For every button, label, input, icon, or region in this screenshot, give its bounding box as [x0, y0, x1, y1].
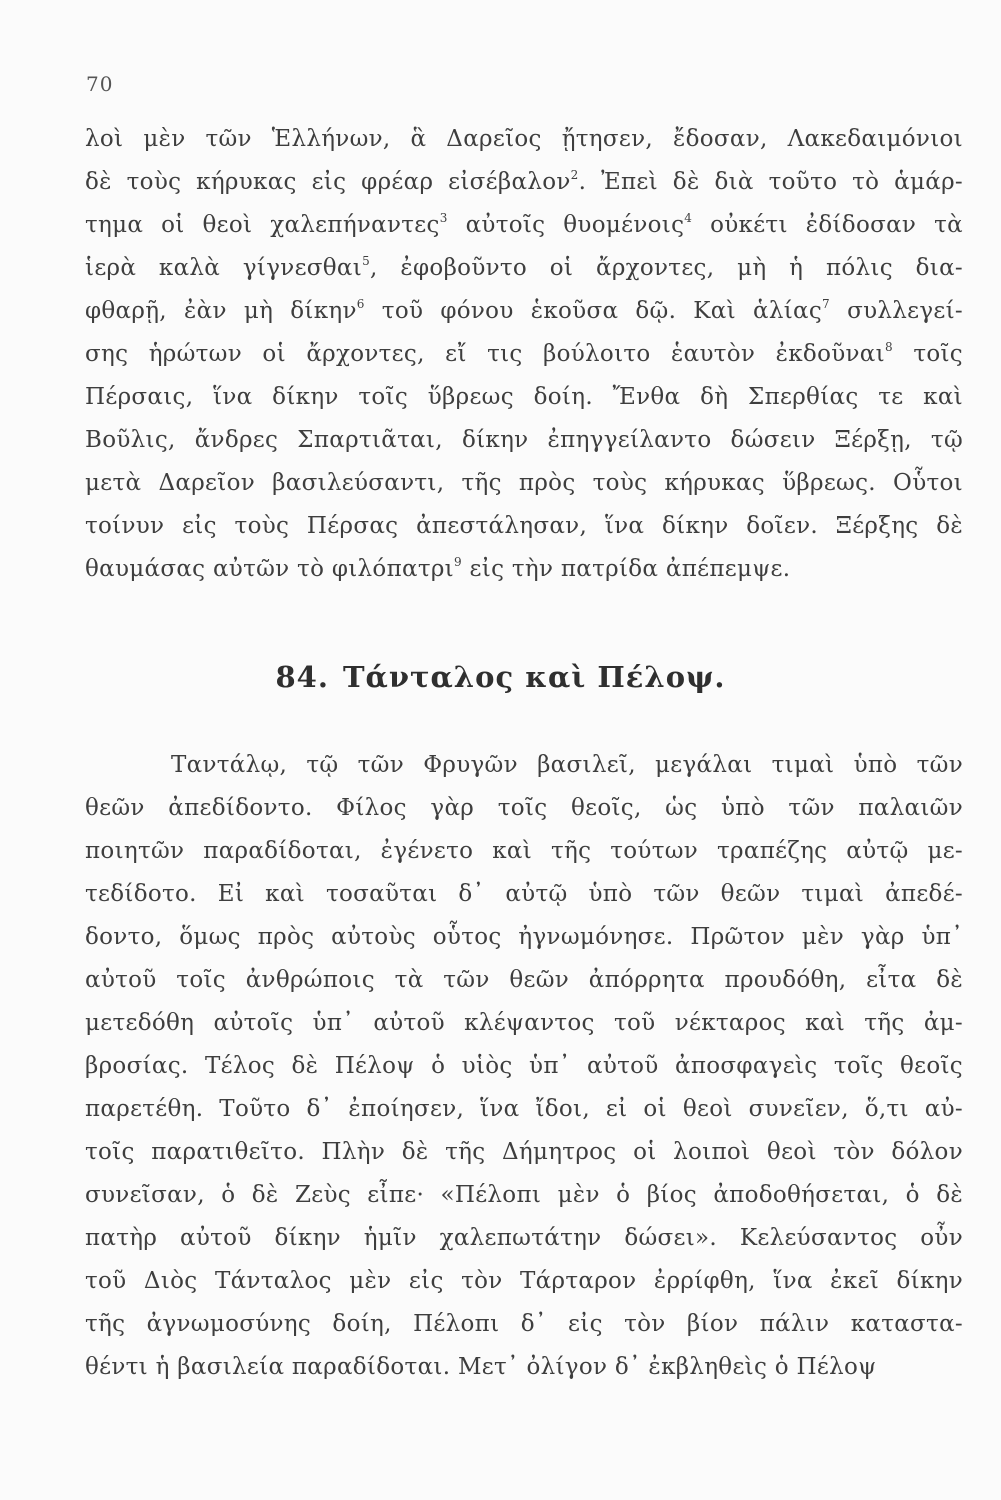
page-number: 70 [86, 72, 114, 96]
text-line: δοντο, ὅμως πρὸς αὐτοὺς οὗτος ἠγνωμόνησε. Πρῶτον μὲν γὰρ ὑπ᾽ [85, 924, 963, 950]
paragraph-persian-envoys [85, 118, 963, 591]
text-line: Ταντάλῳ, τῷ τῶν Φρυγῶν βασιλεῖ, μεγάλαι τιμαὶ ὑπὸ τῶν [171, 752, 963, 778]
text-line: τημα οἱ θεοὶ χαλεπήναντες$^3$ αὐτοῖς θυομένοις$^4$ οὐκέτι ἐδίδοσαν τὰ [85, 211, 963, 238]
section-title: Τάνταλος καὶ Πέλοψ. [342, 660, 726, 694]
text-line: ἱερὰ καλὰ γίγνεσθαι$^5$, ἐφοβοῦντο οἱ ἄρχοντες, μὴ ἡ πόλις δια- [85, 254, 963, 281]
section-number: 84. [275, 660, 329, 694]
text-line: τῆς ἀγνωμοσύνης δοίη, Πέλοπι δ᾽ εἰς τὸν βίον πάλιν καταστα- [85, 1311, 963, 1337]
section-heading [0, 660, 1001, 694]
text-line: θεῶν ἀπεδίδοντο. Φίλος γὰρ τοῖς θεοῖς, ὡς ὑπὸ τῶν παλαιῶν [85, 795, 963, 821]
text-line: Βοῦλις, ἄνδρες Σπαρτιᾶται, δίκην ἐπηγγείλαντο δώσειν Ξέρξῃ, τῷ [85, 427, 963, 453]
text-line: θέντι ἡ βασιλεία παραδίδοται. Μετ᾽ ὀλίγον δ᾽ ἐκβληθεὶς ὁ Πέλοψ [85, 1354, 877, 1380]
text-line: μετεδόθη αὐτοῖς ὑπ᾽ αὐτοῦ κλέψαντος τοῦ νέκταρος καὶ τῆς ἀμ- [85, 1010, 963, 1036]
text-line: μετὰ Δαρεῖον βασιλεύσαντι, τῆς πρὸς τοὺς κήρυκας ὕβρεως. Οὗτοι [85, 470, 963, 496]
text-line: παρετέθη. Τοῦτο δ᾽ ἐποίησεν, ἵνα ἴδοι, εἰ οἱ θεοὶ συνεῖεν, ὅ,τι αὐ- [85, 1096, 963, 1122]
text-line: δὲ τοὺς κήρυκας εἰς φρέαρ εἰσέβαλον$^2$. Ἐπεὶ δὲ διὰ τοῦτο τὸ ἁμάρ- [85, 168, 963, 195]
text-line: τοῦ Διὸς Τάνταλος μὲν εἰς τὸν Τάρταρον ἐρρίφθη, ἵνα ἐκεῖ δίκην [85, 1268, 963, 1294]
text-line: συνεῖσαν, ὁ δὲ Ζεὺς εἶπε· «Πέλοπι μὲν ὁ βίος ἀποδοθήσεται, ὁ δὲ [85, 1182, 963, 1208]
text-line: φθαρῇ, ἐὰν μὴ δίκην$^6$ τοῦ φόνου ἑκοῦσα δῷ. Καὶ ἁλίας$^7$ συλλεγεί- [85, 297, 963, 324]
text-line: τεδίδοτο. Εἰ καὶ τοσαῦται δ᾽ αὐτῷ ὑπὸ τῶν θεῶν τιμαὶ ἀπεδέ- [85, 881, 963, 907]
text-line: πατὴρ αὐτοῦ δίκην ἡμῖν χαλεπωτάτην δώσει». Κελεύσαντος οὖν [85, 1225, 963, 1251]
text-line: σης ἡρώτων οἱ ἄρχοντες, εἴ τις βούλοιτο ἑαυτὸν ἐκδοῦναι$^8$ τοῖς [85, 340, 963, 367]
text-line: ποιητῶν παραδίδοται, ἐγένετο καὶ τῆς τούτων τραπέζης αὐτῷ με- [85, 838, 963, 864]
text-line: αὐτοῦ τοῖς ἀνθρώποις τὰ τῶν θεῶν ἀπόρρητα προυδόθη, εἶτα δὲ [85, 967, 963, 993]
text-line: βροσίας. Τέλος δὲ Πέλοψ ὁ υἱὸς ὑπ᾽ αὐτοῦ ἀποσφαγεὶς τοῖς θεοῖς [85, 1053, 963, 1079]
text-line: τοίνυν εἰς τοὺς Πέρσας ἀπεστάλησαν, ἵνα δίκην δοῖεν. Ξέρξης δὲ [85, 513, 963, 539]
paragraph-tantalus [85, 744, 963, 1389]
text-line: τοῖς παρατιθεῖτο. Πλὴν δὲ τῆς Δήμητρος οἱ λοιποὶ θεοὶ τὸν δόλον [85, 1139, 963, 1165]
text-line: θαυμάσας αὐτῶν τὸ φιλόπατρι$^9$ εἰς τὴν πατρίδα ἀπέπεμψε. [85, 555, 791, 582]
text-line: λοὶ μὲν τῶν Ἑλλήνων, ἃ Δαρεῖος ᾔτησεν, ἔδοσαν, Λακεδαιμόνιοι [85, 126, 963, 152]
text-line: Πέρσαις, ἵνα δίκην τοῖς ὕβρεως δοίη. Ἔνθα δὴ Σπερθίας τε καὶ [85, 384, 963, 410]
